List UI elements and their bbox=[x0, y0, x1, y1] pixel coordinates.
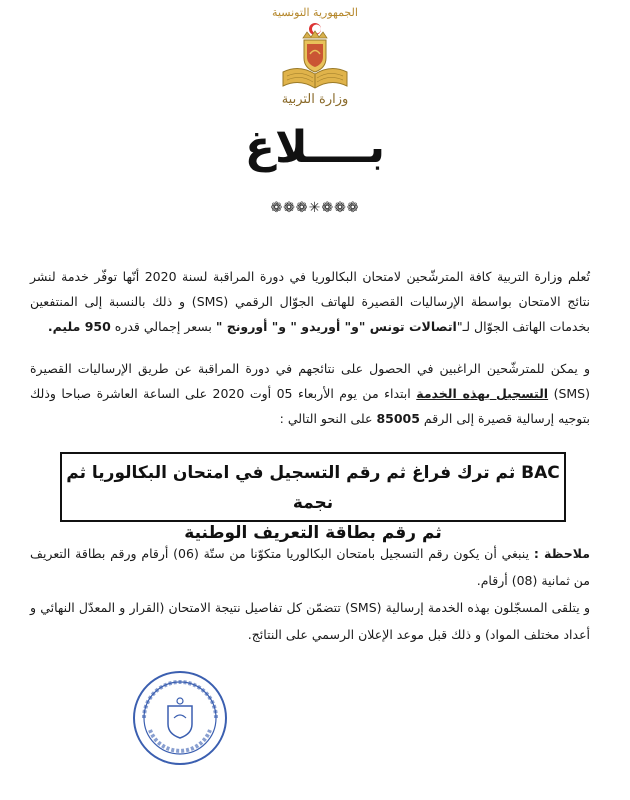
sms-format-line2: ثم رقم بطاقة التعريف الوطنية bbox=[184, 523, 442, 543]
republic-header: الجمهورية التونسية bbox=[272, 6, 358, 19]
registration-date-text: ابتداء من يوم الأربعاء 05 أوت 2020 على الساعة العاشرة صباحا وذلك بتوجيه إرسالية قصيرة إلى الرقم bbox=[30, 386, 590, 426]
sms-number: 85005 bbox=[376, 411, 420, 426]
results-paragraph: و يتلقى المسجّلون بهذه الخدمة إرسالية (SMS) تتضمّن كل تفاصيل نتيجة الامتحان (القرار و المعدّل النهائي و أعداد مختلف المواد) و ذلك قبل موعد الإعلان الرسمي على النتائج. bbox=[30, 600, 590, 642]
registration-text: و يمكن للمترشّحين الراغبين في الحصول على نتائجهم في دورة المراقبة عن طريق الإرساليات القصيرة (SMS) bbox=[30, 361, 590, 401]
page-title: بــــلاغ bbox=[244, 122, 386, 173]
operators-text: اتصالات تونس "و" أوريدو " و" أورونج " bbox=[215, 319, 457, 334]
ministry-stamp-icon bbox=[130, 668, 230, 768]
ornament-divider: ❁❁❁✳❁❁❁ bbox=[270, 200, 360, 216]
registration-suffix: على النحو التالي : bbox=[279, 411, 377, 426]
paragraph-registration bbox=[30, 356, 590, 431]
price-value: 950 مليم. bbox=[47, 319, 111, 334]
note-label: ملاحظة : bbox=[533, 546, 590, 561]
sms-format-line1: BAC ثم ترك فراغ ثم رقم التسجيل في امتحان البكالوريا ثم نجمة bbox=[66, 463, 560, 513]
ministry-logo-icon bbox=[277, 20, 353, 94]
paragraph-intro-text: تُعلم وزارة التربية كافة المترشّحين لامتحان البكالوريا في دورة المراقبة لسنة 2020 أنّها توفّر خدمة لنشر نتائج الامتحان بواسطة الإرساليات القصيرة للهاتف الجوّال الرقمي (SMS) و ذلك بالنسبة إلى المنتفعين بخدمات الهاتف الجوّال لـ" bbox=[30, 269, 590, 334]
price-label: بسعر إجمالي قدره bbox=[110, 319, 212, 334]
note-paragraph bbox=[30, 540, 590, 594]
ministry-name: وزارة التربية bbox=[281, 92, 349, 107]
registration-underlined: التسجيل بهذه الخدمة bbox=[416, 386, 549, 401]
note-text: ينبغي أن يكون رقم التسجيل بامتحان البكالوريا متكوّنا من ستّة (06) أرقام ورقم بطاقة التعريف من ثمانية (08) أرقام. bbox=[30, 546, 590, 588]
paragraph-intro bbox=[30, 264, 590, 339]
ministry-emblem bbox=[262, 6, 368, 124]
sms-format-box bbox=[60, 452, 566, 543]
